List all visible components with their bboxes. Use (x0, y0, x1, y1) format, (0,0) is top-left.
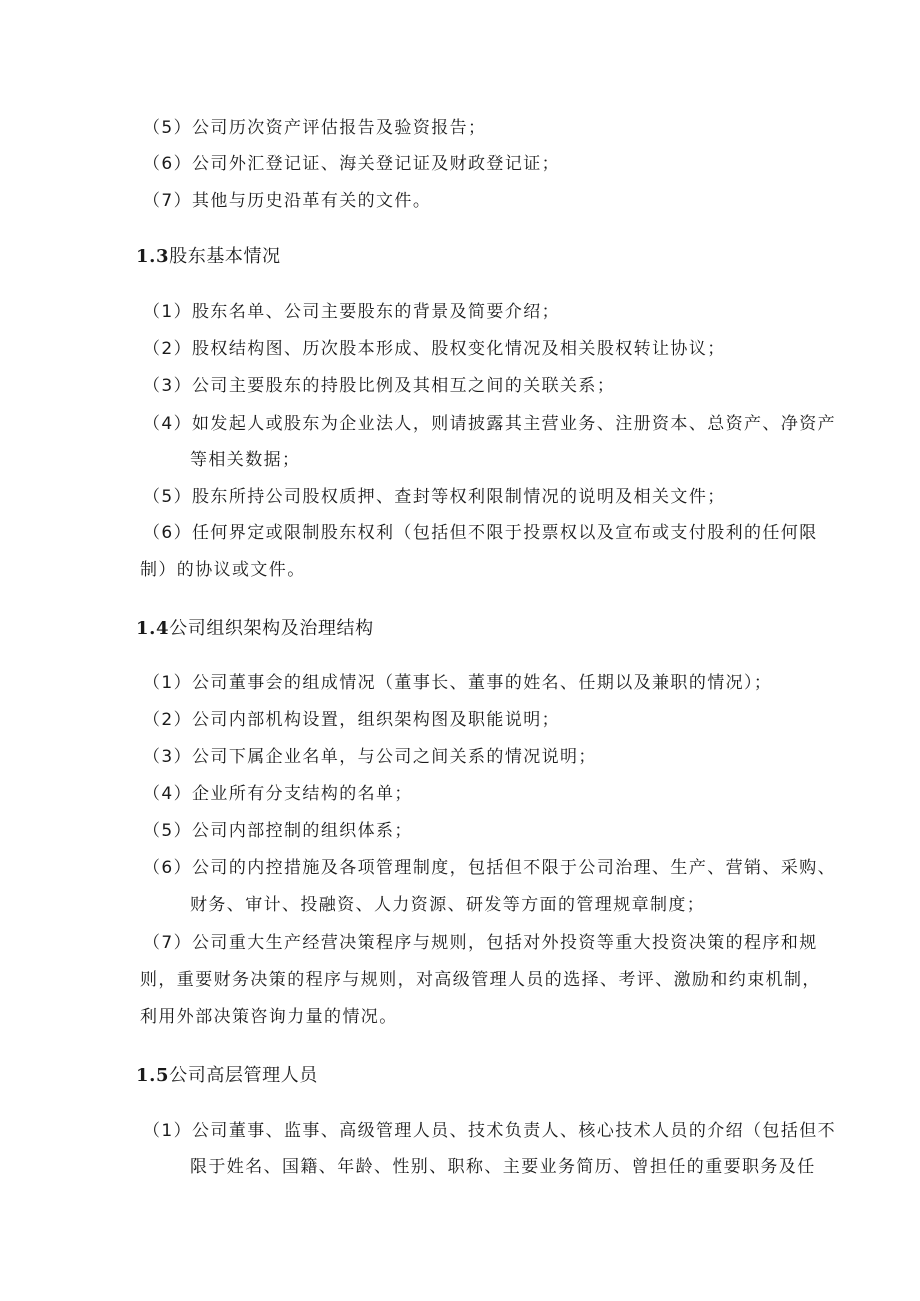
section-heading-1-3 (136, 245, 281, 269)
list-item-continuation: 限于姓名、国籍、年龄、性别、职称、主要业务简历、曾担任的重要职务及任 (190, 1157, 816, 1177)
list-item: （3）公司下属企业名单，与公司之间关系的情况说明； (143, 747, 597, 767)
list-item: （5）公司历次资产评估报告及验资报告； (143, 118, 487, 138)
list-item: （5）股东所持公司股权质押、查封等权利限制情况的说明及相关文件； (143, 487, 726, 507)
section-title: 公司高层管理人员 (169, 1065, 318, 1086)
list-item: （6）公司的内控措施及各项管理制度，包括但不限于公司治理、生产、营销、采购、 (143, 858, 837, 878)
list-item: （2）股权结构图、历次股本形成、股权变化情况及相关股权转让协议； (143, 339, 726, 359)
section-number: 1.5 (136, 1065, 170, 1086)
list-item-continuation: 制）的协议或文件。 (140, 560, 306, 580)
list-item: （7）公司重大生产经营决策程序与规则，包括对外投资等重大投资决策的程序和规 (143, 933, 818, 953)
section-heading-1-5 (136, 1064, 318, 1088)
list-item: （3）公司主要股东的持股比例及其相互之间的关联关系； (143, 376, 616, 396)
list-item: （4）如发起人或股东为企业法人，则请披露其主营业务、注册资本、总资产、净资产 (143, 414, 837, 434)
section-title: 公司组织架构及治理结构 (169, 618, 374, 639)
list-item-continuation: 利用外部决策咨询力量的情况。 (140, 1007, 398, 1027)
list-item: （1）公司董事会的组成情况（董事长、董事的姓名、任期以及兼职的情况）； (143, 673, 773, 693)
list-item: （7）其他与历史沿革有关的文件。 (143, 191, 432, 211)
section-heading-1-4 (136, 617, 374, 641)
list-item: （2）公司内部机构设置，组织架构图及职能说明； (143, 710, 561, 730)
list-item-continuation: 财务、审计、投融资、人力资源、研发等方面的管理规章制度； (190, 895, 706, 915)
section-number: 1.3 (136, 246, 170, 267)
list-item: （1）公司董事、监事、高级管理人员、技术负责人、核心技术人员的介绍（包括但不 (143, 1121, 837, 1141)
list-item: （4）企业所有分支结构的名单； (143, 784, 413, 804)
list-item: （5）公司内部控制的组织体系； (143, 821, 413, 841)
section-title: 股东基本情况 (169, 246, 281, 267)
list-item-continuation: 等相关数据； (190, 450, 301, 470)
list-item: （1）股东名单、公司主要股东的背景及简要介绍； (143, 302, 561, 322)
list-item-continuation: 则，重要财务决策的程序与规则，对高级管理人员的选择、考评、激励和约束机制， (140, 970, 821, 990)
section-number: 1.4 (136, 618, 170, 639)
list-item: （6）公司外汇登记证、海关登记证及财政登记证； (143, 154, 561, 174)
list-item: （6）任何界定或限制股东权利（包括但不限于投票权以及宣布或支付股利的任何限 (143, 523, 818, 543)
